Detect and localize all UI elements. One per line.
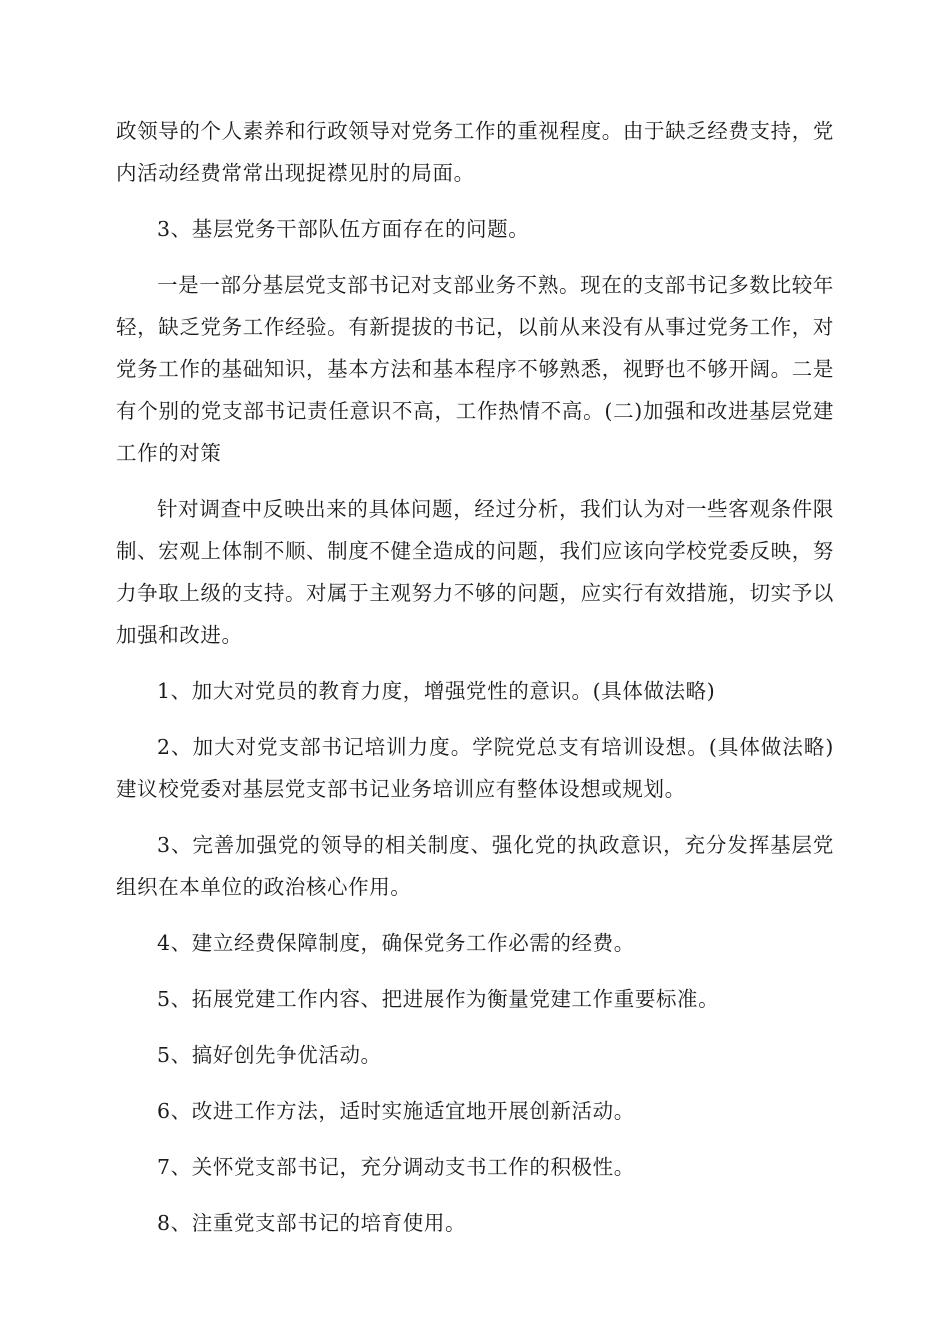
paragraph-countermeasures-intro: 针对调查中反映出来的具体问题，经过分析，我们认为对一些客观条件限制、宏观上体制不顺、制度不健全造成的问题，我们应该向学校党委反映，努力争取上级的支持。对属于主观努力不够的问题，应实行有效措施，切实予以加强和改进。	[116, 497, 834, 647]
list-item-8: 8、注重党支部书记的培育使用。	[157, 1211, 467, 1235]
list-item-5a: 5、拓展党建工作内容、把进展作为衡量党建工作重要标准。	[157, 987, 720, 1011]
document-body	[116, 110, 834, 1258]
list-item-3: 3、完善加强党的领导的相关制度、强化党的执政意识，充分发挥基层党组织在本单位的政治核心作用。	[116, 833, 834, 899]
paragraph-heading-cadre-issues: 3、基层党务干部队伍方面存在的问题。	[157, 217, 530, 241]
list-item-1: 1、加大对党员的教育力度，增强党性的意识。(具体做法略)	[157, 679, 716, 703]
list-item-4: 4、建立经费保障制度，确保党务工作必需的经费。	[157, 931, 635, 955]
list-item-6: 6、改进工作方法，适时实施适宜地开展创新活动。	[157, 1099, 635, 1123]
list-item-2: 2、加大对党支部书记培训力度。学院党总支有培训设想。(具体做法略)建议校党委对基层党支部书记业务培训应有整体设想或规划。	[116, 735, 834, 801]
list-item-5b: 5、搞好创先争优活动。	[157, 1043, 382, 1067]
paragraph-cadre-issues-detail: 一是一部分基层党支部书记对支部业务不熟。现在的支部书记多数比较年轻，缺乏党务工作经验。有新提拔的书记，以前从来没有从事过党务工作，对党务工作的基础知识，基本方法和基本程序不够熟悉，视野也不够开阔。二是有个别的党支部书记责任意识不高，工作热情不高。(二)加强和改进基层党建工作的对策	[116, 273, 834, 465]
paragraph-continuation: 政领导的个人素养和行政领导对党务工作的重视程度。由于缺乏经费支持，党内活动经费常常出现捉襟见肘的局面。	[116, 119, 834, 185]
list-item-7: 7、关怀党支部书记，充分调动支书工作的积极性。	[157, 1155, 635, 1179]
